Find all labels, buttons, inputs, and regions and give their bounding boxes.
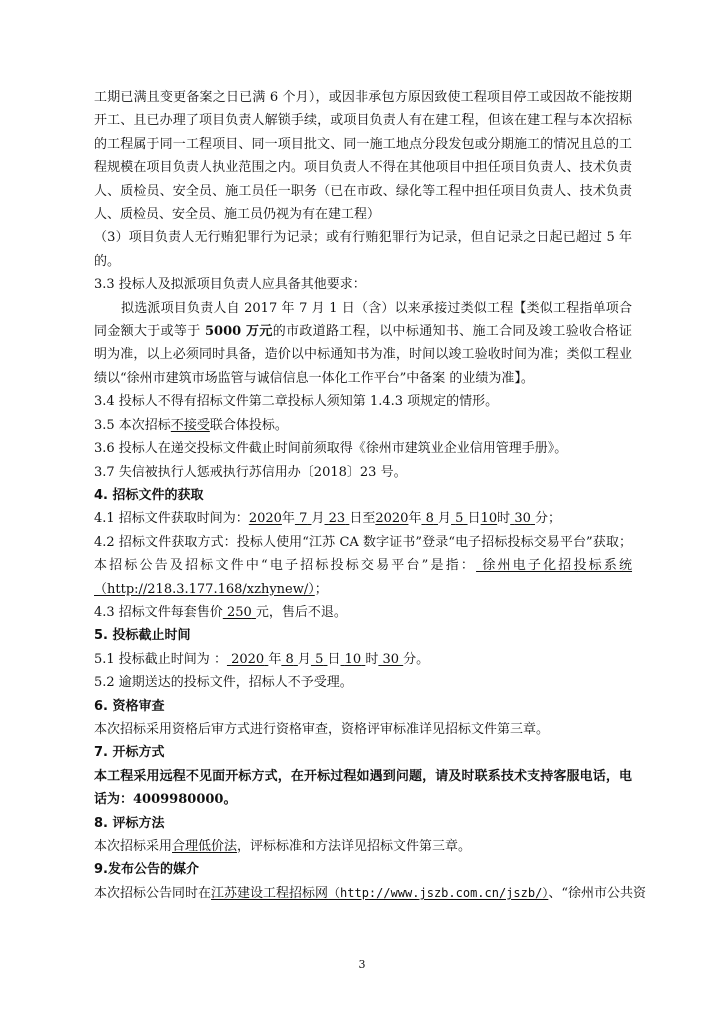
clause-4-3: 4.3 招标文件每套售价 250 元，售后不退。: [94, 604, 347, 620]
section-8-heading: 8. 评标方法: [94, 815, 165, 831]
jszb-link[interactable]: 江苏建设工程招标网: [211, 885, 329, 901]
clause-4-2: 4.2 招标文件获取方式：投标人使用“江苏 CA 数字证书”登录“电子招标投标交易平台”获取；本招标公告及招标文件中“电子招标投标交易平台”是指： 徐州电子化招投标系统（http://218.3.177.168/xzhynew/）；: [94, 534, 633, 597]
jszb-url[interactable]: （http://www.jszb.com.cn/jszb/）: [328, 885, 549, 900]
paragraph-similar-projects: 拟选派项目负责人自 2017 年 7 月 1 日（含）以来承接过类似工程【类似工程指单项合同金额大于或等于 5000 万元的市政道路工程，以中标通知书、施工合同及竣工验收合格证明为准，以上必须同时具备，造价以中标通知书为准，时间以竣工验收时间为准；类似工程业绩以“徐州市建筑市场监管与诚信信息一体化工作平台”中备案 的业绩为准】。: [94, 300, 632, 386]
paragraph-bribery-record: （3）项目负责人无行贿犯罪行为记录；或有行贿犯罪行为记录，但自记录之日起已超过 5 年的。: [94, 230, 632, 269]
paragraph-project-manager-conditions: 工期已满且变更备案之日已满 6 个月），或因非承包方原因致使工程项目停工或因故不能按期开工、且已办理了项目负责人解锁手续，或项目负责人有在建工程，但该在建工程与本次招标的工程属于同一工程项目、同一项目批文、同一施工地点分段发包或分期施工的情况且总的工程规模在项目负责人执业范围之内。项目负责人不得在其他项目中担任项目负责人、技术负责人、质检员、安全员、施工员任一职务（已在市政、绿化等工程中担任项目负责人、技术负责人、质检员、安全员、施工员仍视为有在建工程）: [94, 90, 632, 223]
clause-5-2: 5.2 逾期送达的投标文件，招标人不予受理。: [94, 675, 353, 691]
section-6-heading: 6. 资格审查: [94, 698, 165, 714]
section-9-heading: 9.发布公告的媒介: [94, 862, 199, 878]
platform-link[interactable]: 徐州电子化招投标系统（http://218.3.177.168/xzhynew/）: [94, 558, 633, 597]
clause-3-4: 3.4 投标人不得有招标文件第二章投标人须知第 1.4.3 项规定的情形。: [94, 394, 499, 410]
section-5-heading: 5. 投标截止时间: [94, 628, 191, 644]
clause-4-1: 4.1 招标文件获取时间为：2020年 7 月 23 日至2020年 8 月 5 日10时 30 分；: [94, 511, 562, 527]
clause-5-1: 5.1 投标截止时间为 ： 2020 年 8 月 5 日 10 时 30 分。: [94, 651, 430, 667]
page-number: 3: [358, 958, 366, 971]
section-6-text: 本次招标采用资格后审方式进行资格审查，资格评审标准详见招标文件第三章。: [94, 721, 550, 737]
clause-3-7: 3.7 失信被执行人惩戒执行苏信用办〔2018〕23 号。: [94, 464, 407, 480]
section-7-heading: 7. 开标方式: [94, 745, 165, 761]
section-7-text: 本工程采用远程不见面开标方式，在开标过程如遇到问题，请及时联系技术支持客服电话，电话为：4009980000。: [94, 768, 632, 808]
document-body: [94, 86, 646, 905]
section-9-text: 本次招标公告同时在江苏建设工程招标网（http://www.jszb.com.cn/jszb/）、“徐州市公共资: [94, 885, 646, 901]
clause-3-3: 3.3 投标人及拟派项目负责人应具备其他要求：: [94, 277, 366, 293]
clause-3-6: 3.6 投标人在递交投标文件截止时间前须取得《徐州市建筑业企业信用管理手册》。: [94, 441, 568, 457]
section-4-heading: 4. 招标文件的获取: [94, 487, 204, 503]
clause-3-5: 3.5 本次招标不接受联合体投标。: [94, 417, 288, 433]
section-8-text: 本次招标采用合理低价法，评标标准和方法详见招标文件第三章。: [94, 839, 472, 854]
